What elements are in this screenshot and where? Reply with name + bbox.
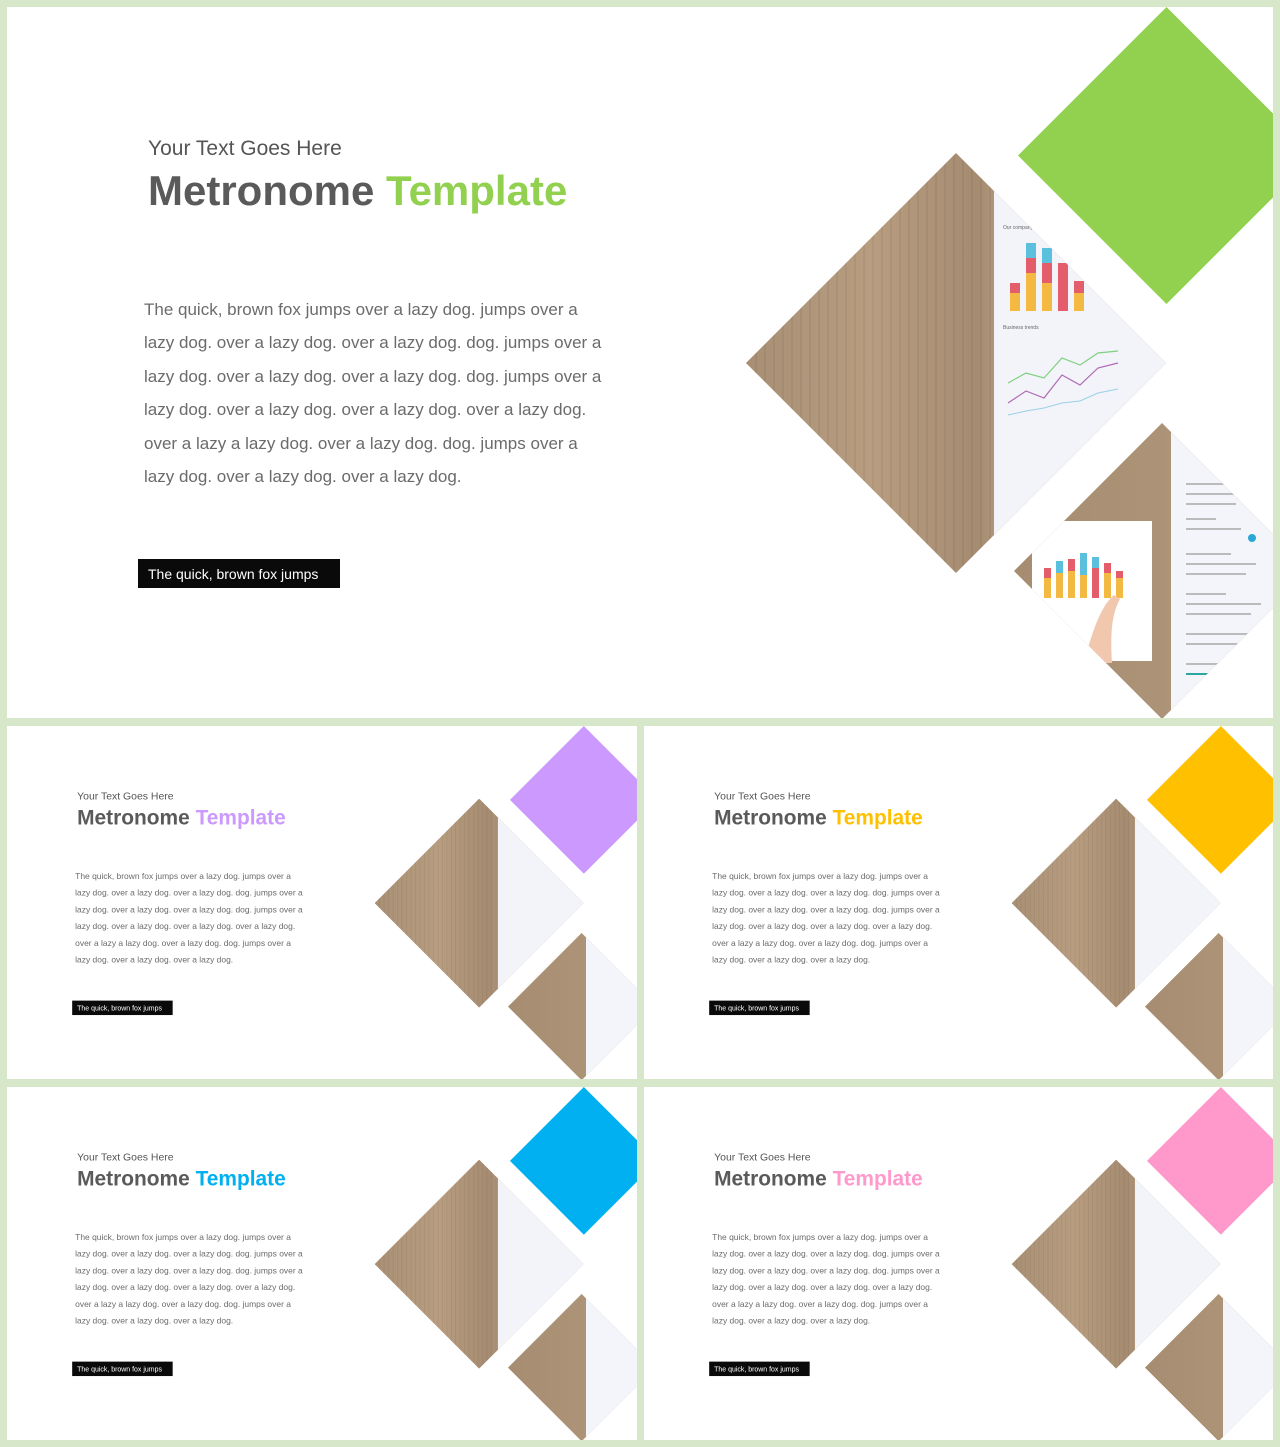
title-main-word: Metronome — [77, 805, 190, 829]
slide-title — [714, 1167, 923, 1191]
slide-body-text: The quick, brown fox jumps over a lazy dog. jumps over a lazy dog. over a lazy dog. over a lazy dog. dog. jumps over a lazy dog. over a lazy dog. over a lazy dog. dog. jumps over a lazy dog. over a lazy dog. over a lazy dog. over a lazy dog. over a lazy a lazy dog. over a lazy dog. dog. jumps over a lazy dog. over a lazy dog. over a lazy dog. — [712, 871, 940, 965]
cta-button[interactable]: The quick, brown fox jumps — [72, 1362, 172, 1376]
slide-title — [714, 806, 923, 830]
title-accent-word: Template — [386, 167, 568, 214]
title-main-word: Metronome — [714, 1166, 827, 1190]
cta-button[interactable]: The quick, brown fox jumps — [72, 1001, 172, 1015]
slide-body-text: The quick, brown fox jumps over a lazy dog. jumps over a lazy dog. over a lazy dog. over a lazy dog. dog. jumps over a lazy dog. over a lazy dog. over a lazy dog. dog. jumps over a lazy dog. over a lazy dog. over a lazy dog. over a lazy dog. over a lazy a lazy dog. over a lazy dog. dog. jumps over a lazy dog. over a lazy dog. over a lazy dog. — [75, 871, 303, 965]
slide-body-text: The quick, brown fox jumps over a lazy dog. jumps over a lazy dog. over a lazy dog. over a lazy dog. dog. jumps over a lazy dog. over a lazy dog. over a lazy dog. dog. jumps over a lazy dog. over a lazy dog. over a lazy dog. over a lazy dog. over a lazy a lazy dog. over a lazy dog. dog. jumps over a lazy dog. over a lazy dog. over a lazy dog. — [75, 1232, 303, 1326]
slide-main[interactable] — [7, 7, 1273, 718]
slide-content — [7, 1087, 637, 1440]
cta-button[interactable]: The quick, brown fox jumps — [709, 1001, 809, 1015]
slide-title — [77, 806, 286, 830]
slide-subtitle: Your Text Goes Here — [148, 137, 342, 160]
slide-body-text: The quick, brown fox jumps over a lazy dog. jumps over a lazy dog. over a lazy dog. over a lazy dog. dog. jumps over a lazy dog. over a lazy dog. over a lazy dog. dog. jumps over a lazy dog. over a lazy dog. over a lazy dog. over a lazy dog. over a lazy a lazy dog. over a lazy dog. dog. jumps over a lazy dog. over a lazy dog. over a lazy dog. — [712, 1232, 940, 1326]
title-accent-word: Template — [195, 1166, 286, 1190]
slide-pink[interactable] — [644, 1087, 1273, 1440]
slide-content — [7, 7, 1273, 718]
title-main-word: Metronome — [714, 805, 827, 829]
title-accent-word: Template — [832, 1166, 923, 1190]
slide-yellow[interactable] — [644, 726, 1273, 1079]
slide-subtitle: Your Text Goes Here — [77, 1151, 174, 1164]
slide-blue[interactable] — [7, 1087, 637, 1440]
title-main-word: Metronome — [77, 1166, 190, 1190]
slide-subtitle: Your Text Goes Here — [714, 790, 811, 803]
cta-button[interactable]: The quick, brown fox jumps — [138, 559, 340, 588]
slide-body-text: The quick, brown fox jumps over a lazy dog. jumps over a lazy dog. over a lazy dog. over a lazy dog. dog. jumps over a lazy dog. over a lazy dog. over a lazy dog. dog. jumps over a lazy dog. over a lazy dog. over a lazy dog. over a lazy dog. over a lazy a lazy dog. over a lazy dog. dog. jumps over a lazy dog. over a lazy dog. over a lazy dog. — [144, 300, 602, 487]
slide-title — [148, 167, 567, 215]
slide-purple[interactable] — [7, 726, 637, 1079]
slide-subtitle: Your Text Goes Here — [714, 1151, 811, 1164]
slide-subtitle: Your Text Goes Here — [77, 790, 174, 803]
title-accent-word: Template — [195, 805, 286, 829]
slide-title — [77, 1167, 286, 1191]
doc-section-label: Business trends — [1003, 325, 1039, 331]
cta-button[interactable]: The quick, brown fox jumps — [709, 1362, 809, 1376]
title-main-word: Metronome — [148, 167, 375, 214]
doc-chart-label: Our company — [1003, 225, 1034, 231]
title-accent-word: Template — [832, 805, 923, 829]
slide-content — [7, 726, 637, 1079]
slide-content — [644, 726, 1273, 1079]
slide-content — [644, 1087, 1273, 1440]
